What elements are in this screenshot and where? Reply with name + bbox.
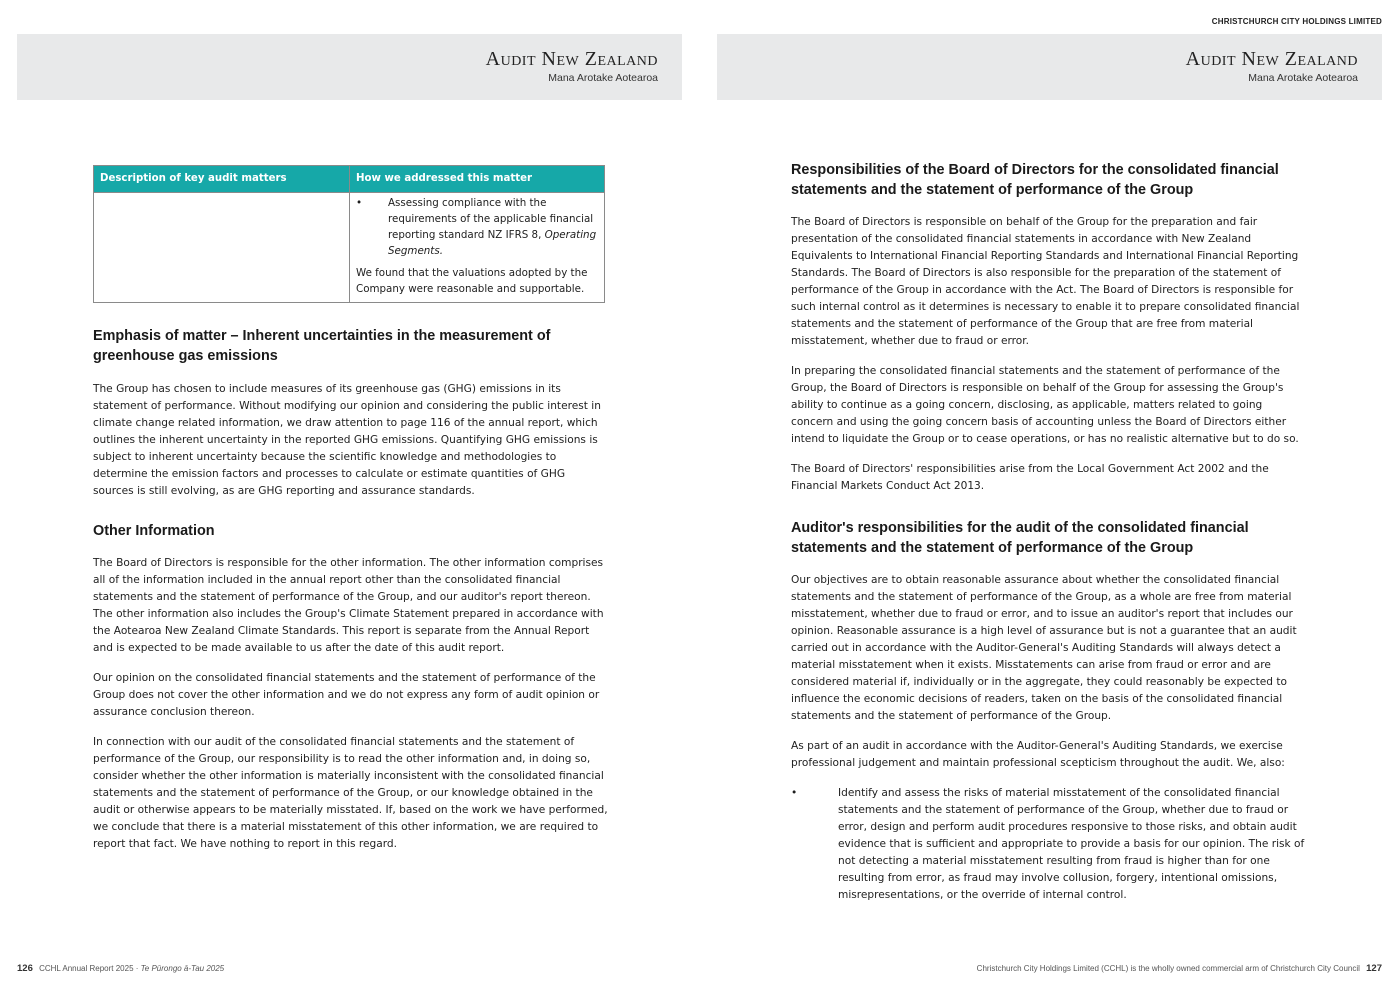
logo-title: Audit New Zealand	[485, 48, 658, 70]
emphasis-heading: Emphasis of matter – Inherent uncertainties in the measurement of greenhouse gas emissions	[93, 328, 551, 364]
right-page	[699, 0, 1398, 989]
emphasis-paragraph: The Group has chosen to include measures of its greenhouse gas (GHG) emissions in its statement of performance. Without modifying our opinion and considering the public interest in climate change related information, we draw attention to page 116 of the annual report, which outlines the inherent uncertainty in the reported GHG emissions. Quantifying GHG emissions is subject to inherent uncertainty because the scientific knowledge and methodologies to determine the emission factors and processes to calculate or estimate quantities of GHG sources is still evolving, as are GHG reporting and assurance standards.	[93, 383, 601, 497]
bullet-icon: •	[791, 787, 798, 799]
other-information-section	[93, 522, 608, 853]
key-audit-matters-table-wrap	[93, 165, 608, 303]
auditor-heading: Auditor's responsibilities for the audit of the consolidated financial statements and the statement of performance of the Group	[791, 520, 1249, 556]
table-header-approach: How we addressed this matter	[350, 166, 605, 193]
other-info-paragraph-3: In connection with our audit of the consolidated financial statements and the statement of performance of the Group, our responsibility is to read the other information and, in doing so, consider whether the other information is materially inconsistent with the consolidated financial statements and the statement of performance of the Group, or our knowledge obtained in the audit or otherwise appears to be materially misstated. If, based on the work we have performed, we conclude that there is a material misstatement of this other information, we are required to report that fact. We have nothing to report in this regard.	[93, 735, 608, 850]
list-item	[356, 195, 598, 259]
auditor-bullet-1: Identify and assess the risks of material misstatement of the consolidated financial statements and the statement of performance of the Group, whether due to fraud or error, design and perform audit procedures responsive to those risks, and obtain audit evidence that is sufficient and appropriate to provide a basis for our opinion. The risk of not detecting a material misstatement resulting from fraud is higher than for one resulting from error, as fraud may involve collusion, forgery, intentional omissions, misrepresentations, or the override of internal control.	[838, 787, 1305, 901]
table-conclusion: We found that the valuations adopted by the Company were reasonable and supportable.	[356, 267, 588, 295]
footer-text: Christchurch City Holdings Limited (CCHL) is the wholly owned commercial arm of Christchurch City Council	[976, 964, 1360, 973]
page-number: 127	[1366, 963, 1382, 974]
list-item	[791, 785, 1306, 904]
table-row	[94, 193, 605, 303]
bullet-text: Assessing compliance with the requirements of the applicable financial reporting standard NZ IFRS 8,	[388, 197, 594, 241]
footer-text: CCHL Annual Report 2025 ·	[39, 964, 141, 973]
auditor-paragraph-1: Our objectives are to obtain reasonable assurance about whether the consolidated financial statements and the statement of performance of the Group, as a whole are free from material misstatement, whether due to fraud or error, and to issue an auditor's report that includes our opinion. Reasonable assurance is a high level of assurance but is not a guarantee that an audit carried out in accordance with the Auditor-General's Auditing Standards will always detect a material misstatement when it exists. Misstatements can arise from fraud or error and are considered material if, individually or in the aggregate, they could reasonably be expected to influence the economic decisions of readers, taken on the basis of the consolidated financial statements and the statement of performance of the Group.	[791, 574, 1297, 722]
footer-text-italic: Te Pūrongo ā-Tau 2025	[140, 964, 225, 973]
board-paragraph-1: The Board of Directors is responsible on behalf of the Group for the preparation and fair presentation of the consolidated financial statements in accordance with New Zealand Equivalents to International Financial Reporting Standards and International Financial Reporting Standards. The Board of Directors is also responsible for the preparation of the statement of performance of the Group in accordance with the Act. The Board of Directors is responsible for such internal control as it determines is necessary to enable it to prepare consolidated financial statements and the statement of performance of the Group that are free from material misstatement, whether due to fraud or error.	[791, 216, 1300, 347]
left-footer	[17, 963, 224, 974]
board-heading: Responsibilities of the Board of Directors for the consolidated financial statements and the statement of performance of the Group	[791, 162, 1279, 198]
bullet-icon: •	[356, 197, 363, 209]
logo-subtitle: Mana Arotake Aotearoa	[548, 72, 658, 84]
table-cell-empty	[94, 193, 350, 303]
header-banner	[17, 34, 682, 100]
table-cell-approach	[350, 193, 605, 303]
right-footer	[977, 963, 1382, 974]
table-header-description: Description of key audit matters	[94, 166, 350, 193]
key-audit-matters-table	[93, 165, 605, 303]
audit-nz-logo	[1186, 48, 1358, 84]
auditor-responsibilities-section	[791, 519, 1306, 904]
audit-nz-logo	[486, 48, 658, 84]
other-information-heading: Other Information	[93, 523, 215, 539]
other-info-paragraph-1: The Board of Directors is responsible for the other information. The other information comprises all of the information included in the annual report other than the consolidated financial statements and the statement of performance of the Group, and our auditor's report thereon. The other information also includes the Group's Climate Statement prepared in accordance with the Aotearoa New Zealand Climate Standards. This report is separate from the Annual Report and is expected to be made available to us after the date of this audit report.	[93, 556, 604, 654]
other-info-paragraph-2: Our opinion on the consolidated financial statements and the statement of performance of the Group does not cover the other information and we do not express any form of audit opinion or assurance conclusion thereon.	[93, 671, 600, 718]
logo-subtitle: Mana Arotake Aotearoa	[1248, 72, 1358, 84]
board-paragraph-3: The Board of Directors' responsibilities arise from the Local Government Act 2002 and the Financial Markets Conduct Act 2013.	[791, 463, 1269, 492]
auditor-paragraph-2: As part of an audit in accordance with the Auditor-General's Auditing Standards, we exercise professional judgement and maintain professional scepticism throughout the audit. We, also:	[791, 740, 1285, 769]
board-paragraph-2: In preparing the consolidated financial statements and the statement of performance of the Group, the Board of Directors is responsible on behalf of the Group for assessing the Group's ability to continue as a going concern, disclosing, as applicable, matters related to going concern and using the going concern basis of accounting unless the Board of Directors either intend to liquidate the Group or to cease operations, or has no realistic alternative but to do so.	[791, 365, 1299, 445]
emphasis-section	[93, 327, 608, 500]
header-banner	[717, 34, 1382, 100]
running-head: CHRISTCHURCH CITY HOLDINGS LIMITED	[1211, 17, 1382, 26]
bullet-text-italic: Operating Segments.	[388, 229, 597, 257]
page-number: 126	[17, 963, 33, 974]
board-responsibilities-section	[791, 161, 1306, 495]
logo-title: Audit New Zealand	[1185, 48, 1358, 70]
